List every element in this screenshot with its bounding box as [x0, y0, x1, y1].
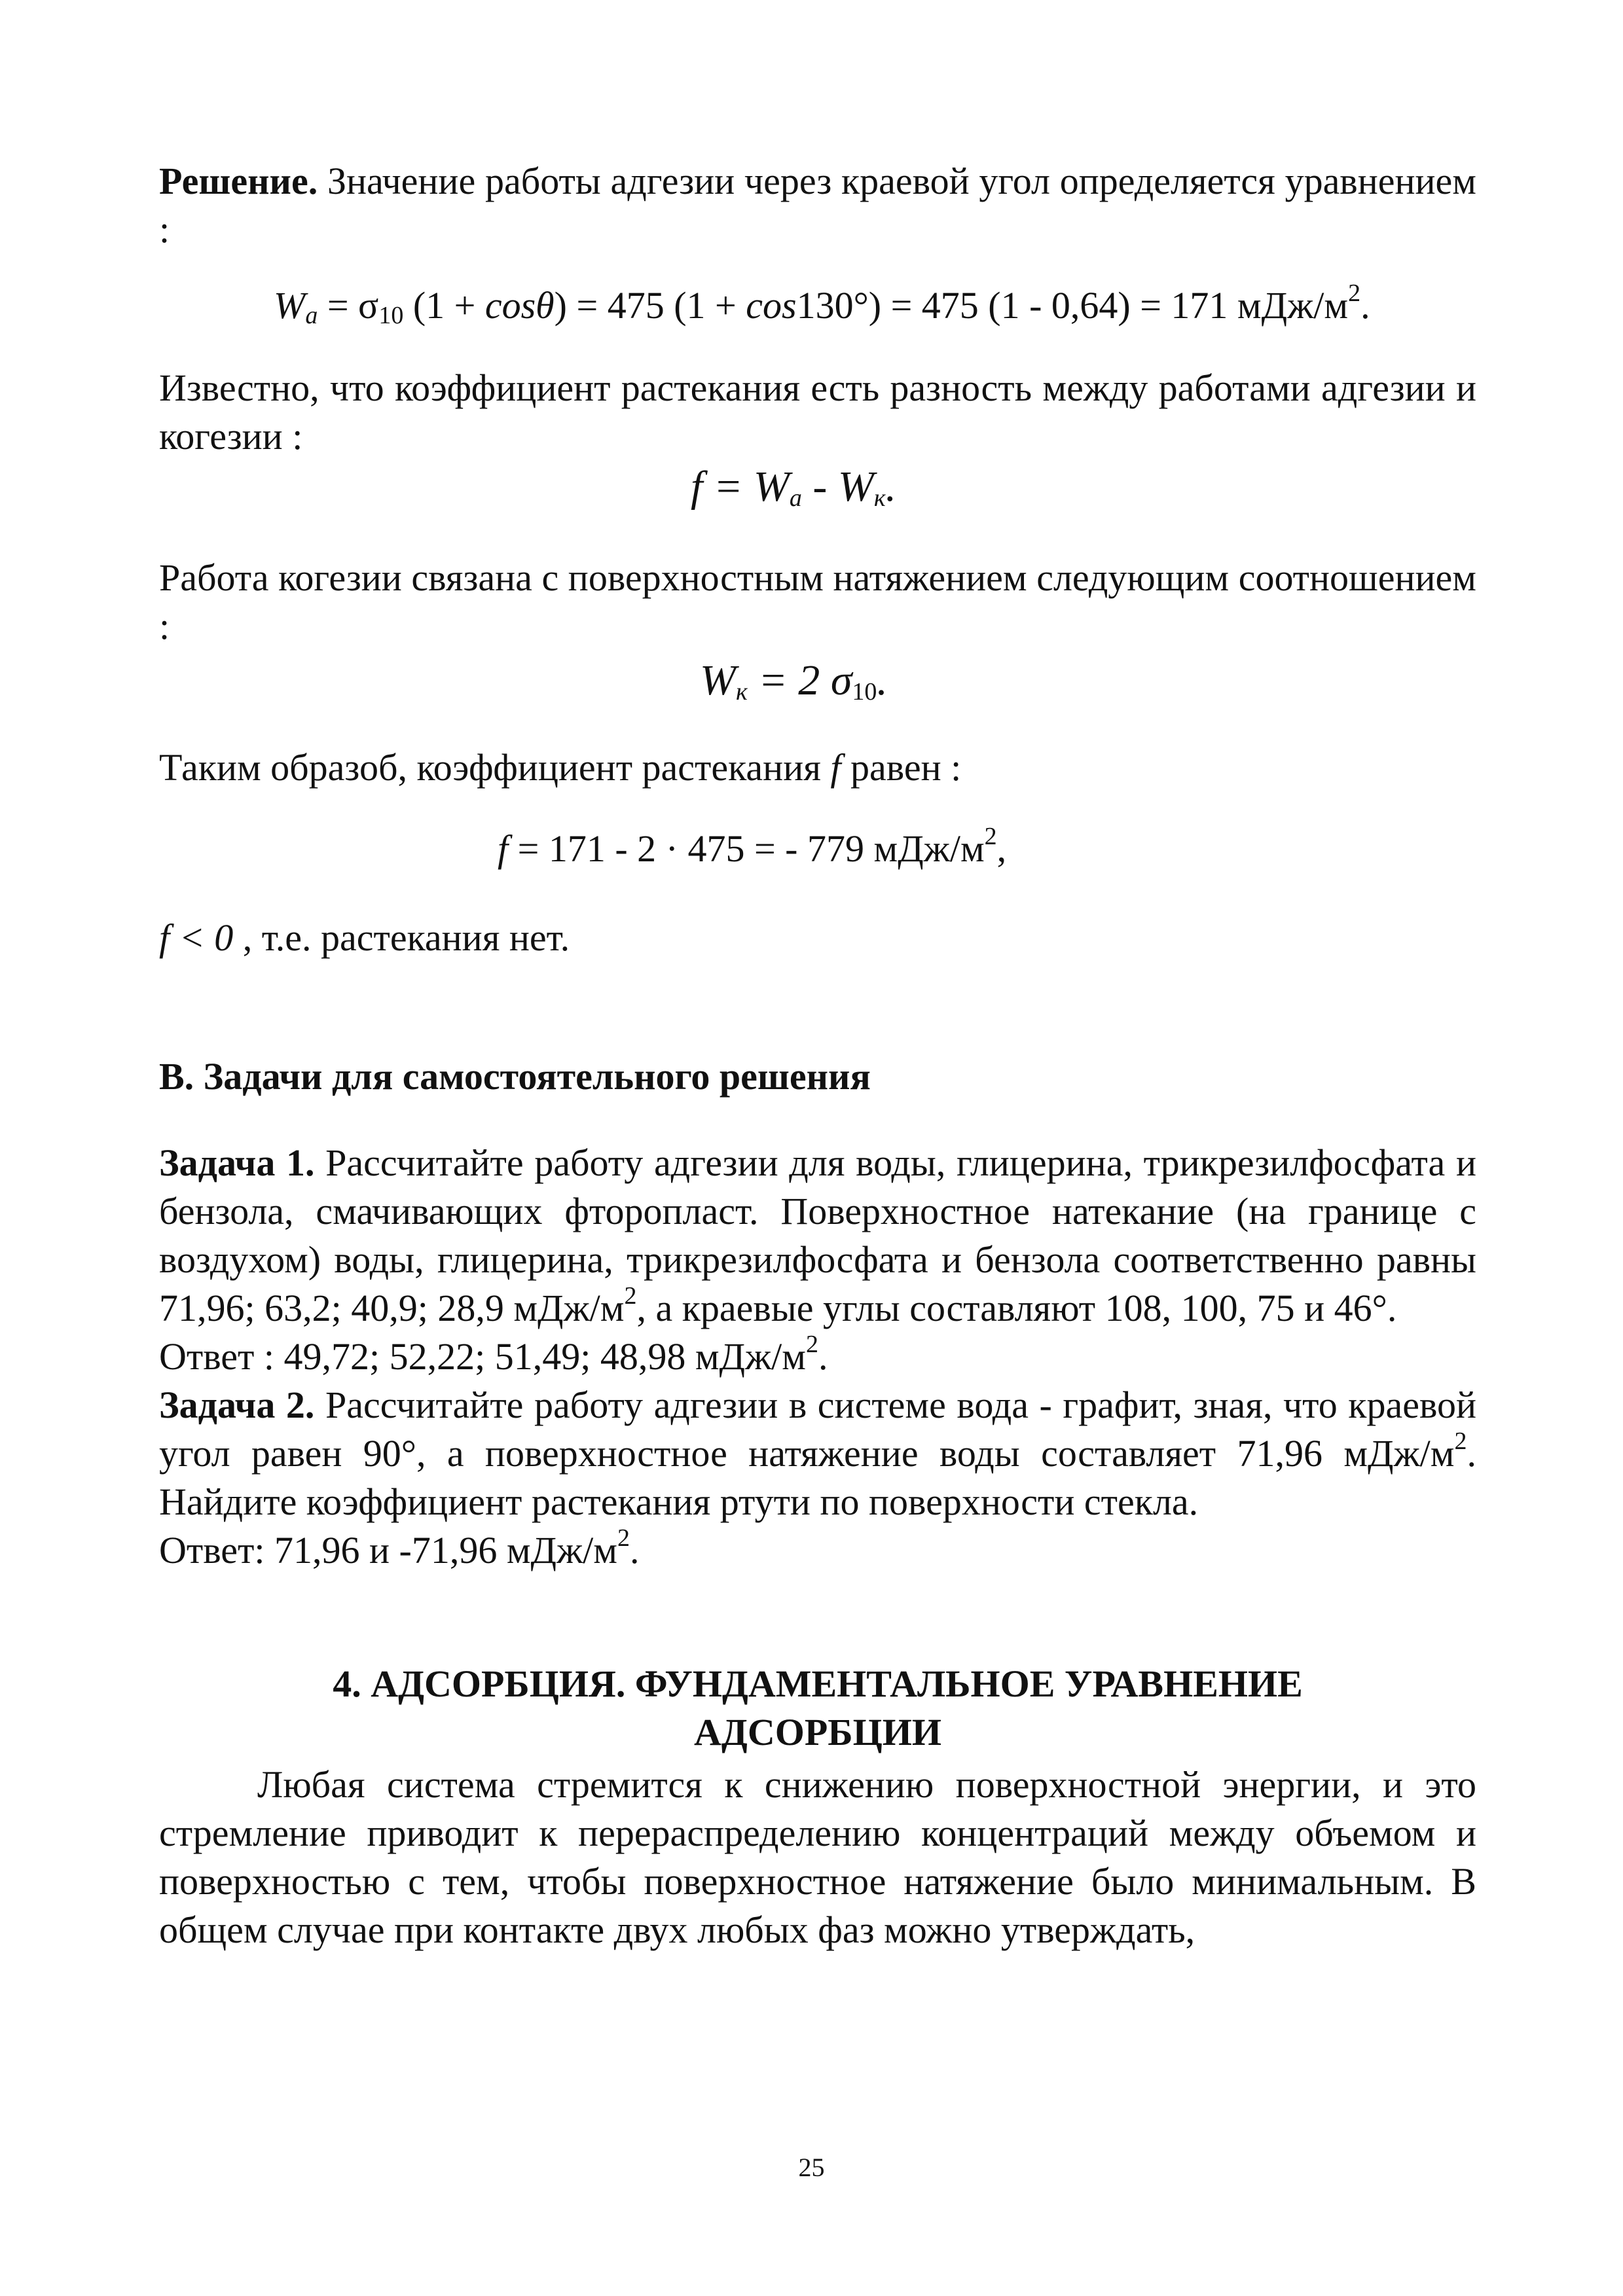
chapter-heading	[159, 1660, 1476, 1757]
solution-paragraph	[159, 157, 1476, 254]
equation-spreading-value: f = 171 - 2 · 475 = - 779 мДж/$м^2$,	[498, 823, 1007, 870]
task-1-paragraph: Задача 1. Рассчитайте работу адгезии для воды, глицерина, трикрезилфосфата и бензола, смачивающих фторопласт. Поверхностное натекание (на границе с воздухом) воды, глицерина, трикрезилфосфата и бензола соответственно равны 71,96; 63,2; 40,9; 28,9 мДж/$м^2$, а краевые углы составляют 108, 100, 75 и 46°.	[159, 1141, 1476, 1329]
equation-work-of-cohesion: $W_к = 2$ $\sigma_{10}$.	[700, 656, 888, 706]
chapter-heading-line-2: АДСОРБЦИИ	[694, 1711, 941, 1753]
task-2-label: Задача 2.	[159, 1384, 315, 1426]
equation-work-of-adhesion: $W_a = \sigma_{10}$ (1 + cosθ) = 475 (1 + cos130°) = 475 (1 - 0,64) = 171 мДж/$м^2$.	[274, 279, 1370, 329]
task-1-answer: Ответ : 49,72; 52,22; 51,49; 48,98 мДж/$м^2$.	[159, 1331, 828, 1378]
solution-text: Значение работы адгезии через краевой угол определяется уравнением :	[159, 160, 1476, 251]
equation-spreading-coefficient: $f = W_a - W_к$.	[691, 463, 897, 512]
spreading-intro-paragraph: Известно, что коэффициент растекания есть разность между работами адгезии и когезии :	[159, 367, 1476, 457]
task-1-label: Задача 1.	[159, 1141, 315, 1184]
chapter-heading-line-1: 4. АДСОРБЦИЯ. ФУНДАМЕНТАЛЬНОЕ УРАВНЕНИЕ	[333, 1662, 1303, 1705]
task-2-answer: Ответ: 71,96 и -71,96 мДж/$м^2$.	[159, 1524, 640, 1571]
conclusion-line: f < 0 , т.е. растекания нет.	[159, 916, 570, 959]
section-b-heading: В. Задачи для самостоятельного решения	[159, 1055, 871, 1098]
thus-paragraph: Таким образоб, коэффициент растекания f равен :	[159, 746, 962, 789]
adsorption-paragraph: Любая система стремится к снижению поверхностной энергии, и это стремление приводит к перераспределению концентраций между объемом и поверхностью с тем, чтобы поверхностное натяжение было минимальным. В общем случае при контакте двух любых фаз можно утверждать,	[159, 1763, 1476, 1951]
cohesion-intro-paragraph: Работа когезии связана с поверхностным натяжением следующим соотношением :	[159, 556, 1476, 647]
page-number: 25	[798, 2153, 825, 2182]
solution-label: Решение.	[159, 160, 318, 202]
page-content	[159, 157, 1476, 1954]
task-2-paragraph: Задача 2. Рассчитайте работу адгезии в системе вода - графит, зная, что краевой угол равен 90°, а поверхностное натяжение воды составляет 71,96 мДж/$м^2$. Найдите коэффициент растекания ртути по поверхности стекла.	[159, 1384, 1477, 1523]
